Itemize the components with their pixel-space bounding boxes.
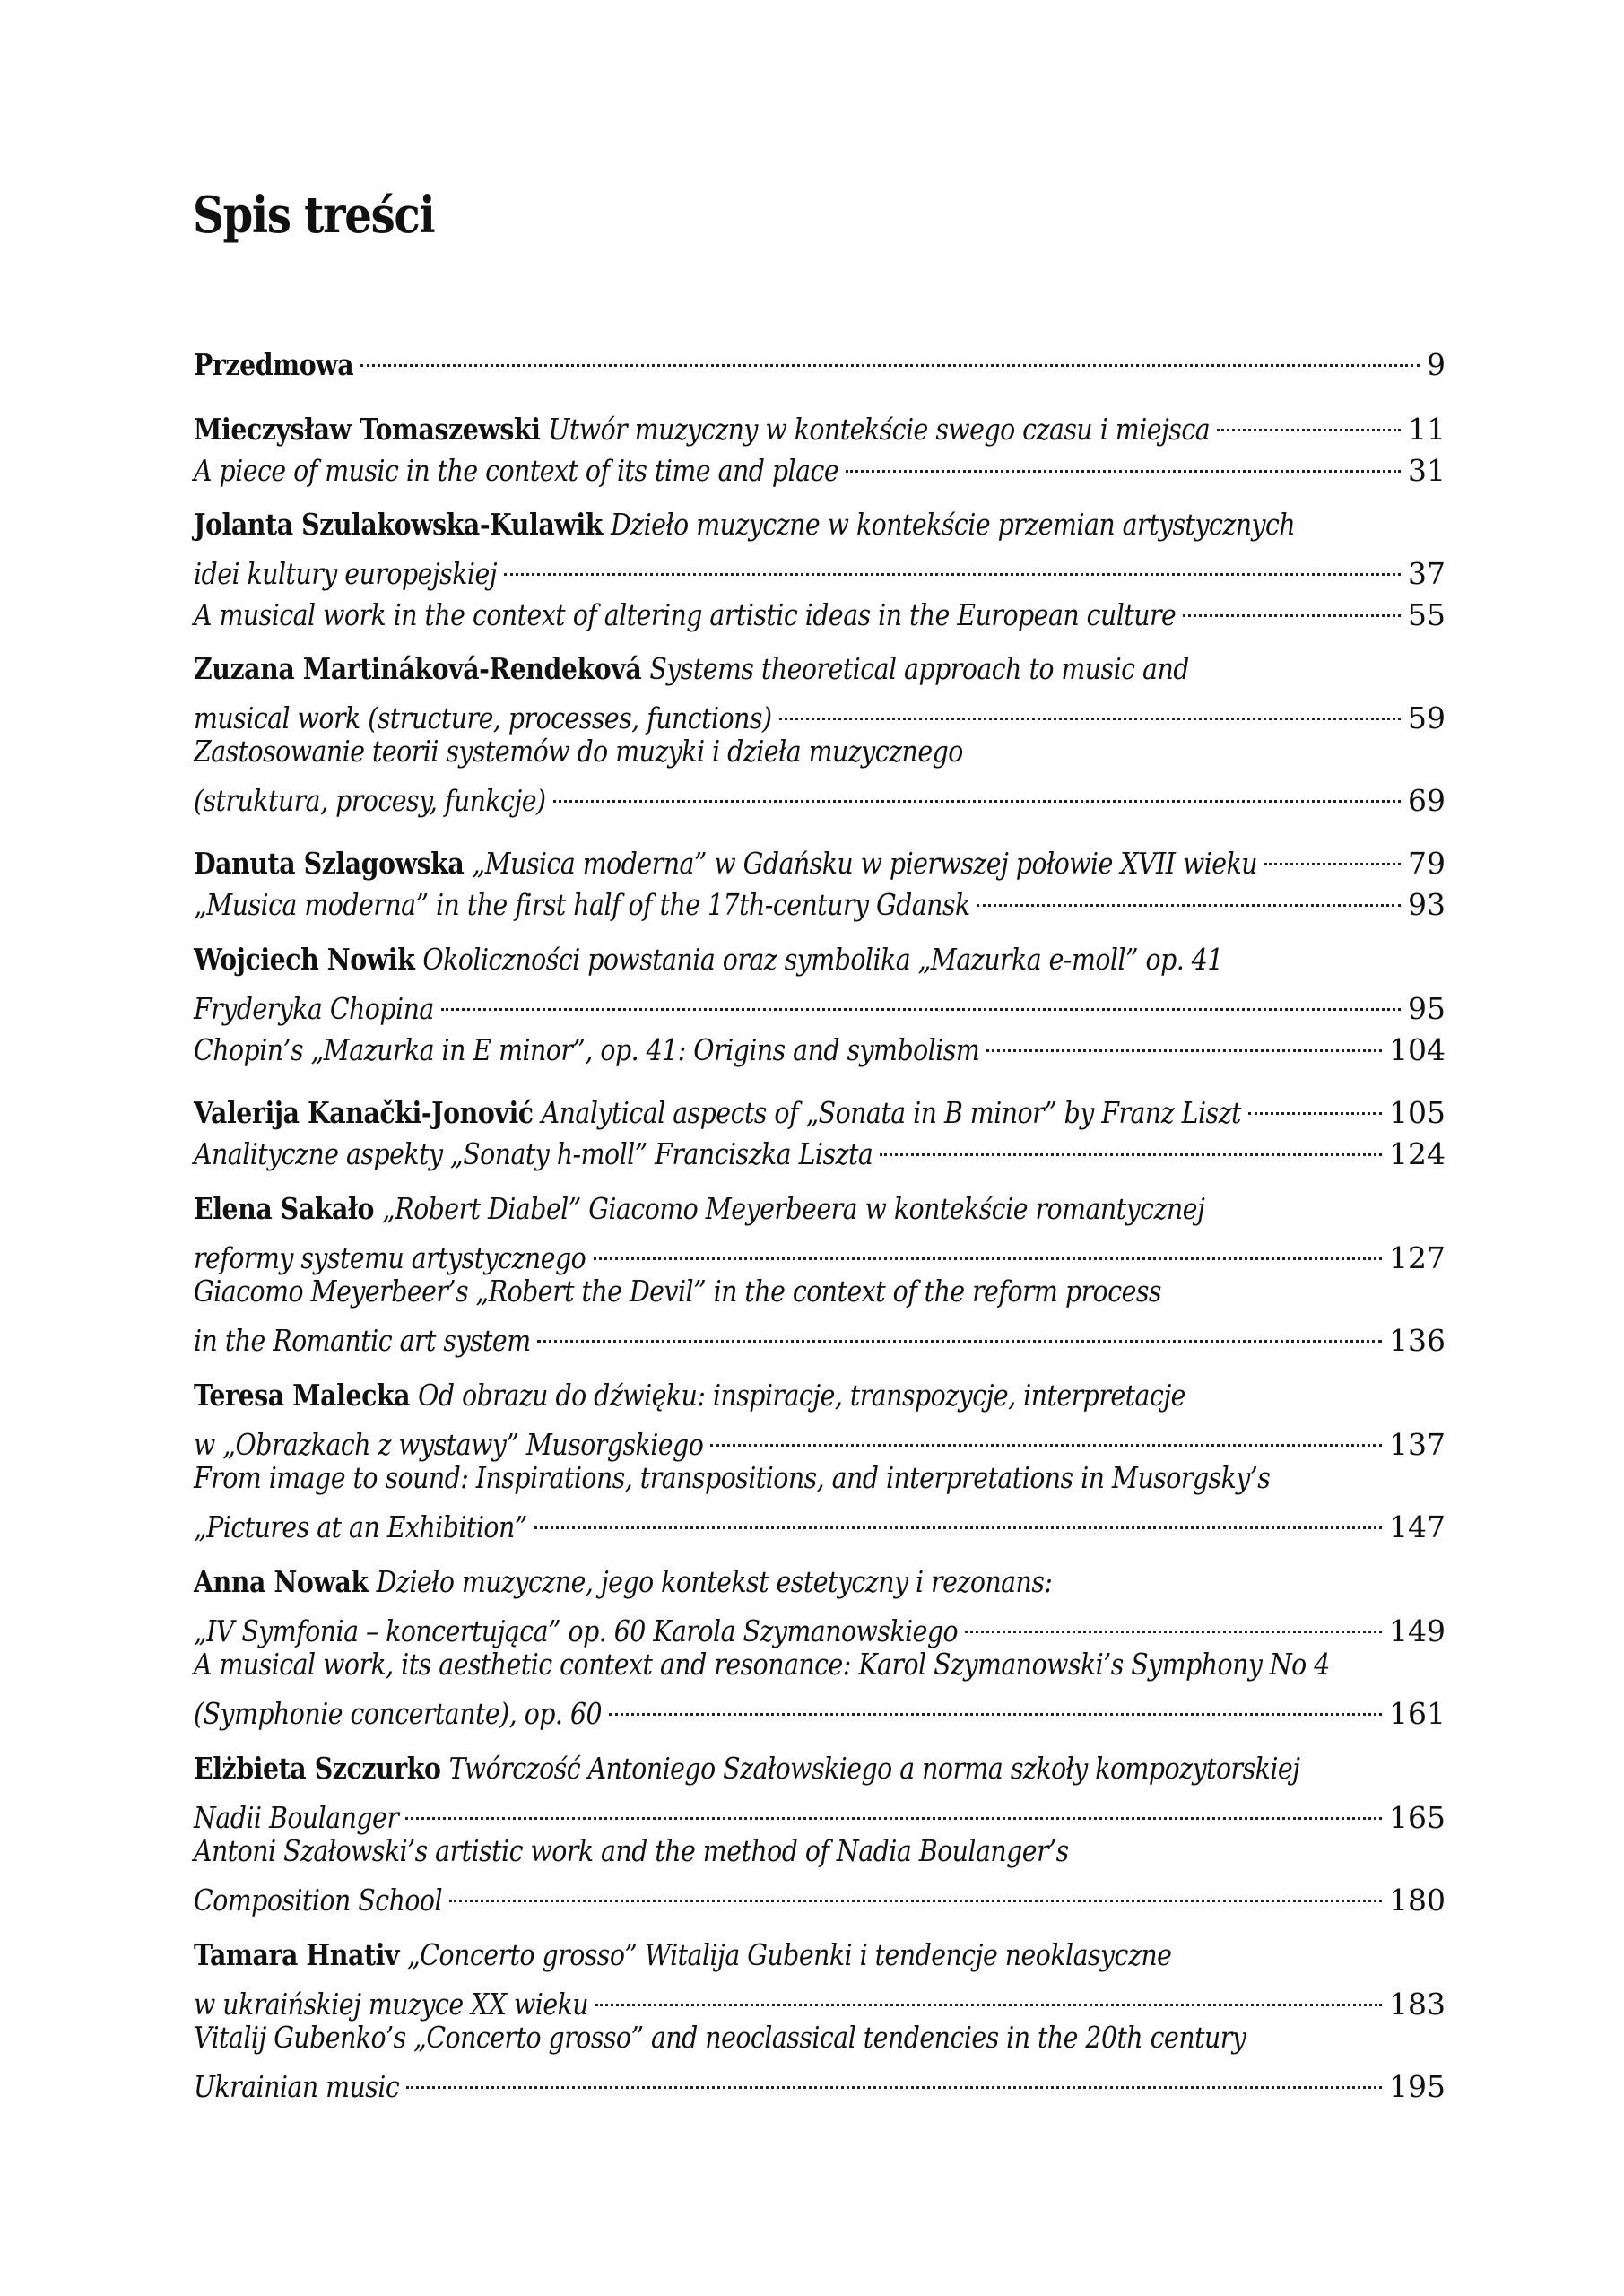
toc-line-with-page[interactable] <box>194 548 1446 591</box>
toc-line-text <box>194 1696 602 1732</box>
article-title: „IV Symfonia – koncertująca” op. 60 Karola Szymanowskiego <box>194 1613 959 1648</box>
toc-line-text <box>194 1191 1204 1227</box>
toc-line[interactable] <box>194 1564 1446 1600</box>
article-title: Okoliczności powstania oraz symbolika „Mazurka e-moll” op. 41 <box>422 942 1223 977</box>
toc-line-text <box>194 1323 531 1359</box>
toc-line-with-page[interactable] <box>194 1315 1446 1358</box>
page-number: 137 <box>1389 1427 1446 1462</box>
article-title: Od obrazu do dźwięku: inspiracje, transpozycje, interpretacje <box>418 1378 1185 1413</box>
dot-leader <box>537 1315 1382 1351</box>
author-name: Elżbieta Szczurko <box>194 1751 441 1786</box>
page-number: 11 <box>1408 412 1446 447</box>
article-title: Chopin’s „Mazurka in E minor”, op. 41: Origins and symbolism <box>194 1032 980 1067</box>
toc-line-text <box>194 734 963 770</box>
toc-line-text <box>194 1751 1299 1787</box>
author-name: Tamara Hnativ <box>194 1937 400 1972</box>
page-number: 31 <box>1408 453 1446 488</box>
toc-line-with-page[interactable] <box>194 983 1446 1026</box>
toc-line-text <box>194 1613 958 1649</box>
toc-line[interactable] <box>194 2020 1446 2056</box>
page-number: 161 <box>1389 1696 1446 1731</box>
page-title: Spis treści <box>193 186 435 245</box>
toc-line-text <box>194 1800 398 1836</box>
page-number: 69 <box>1408 783 1446 818</box>
dot-leader <box>977 879 1401 915</box>
toc-line-with-page[interactable] <box>194 404 1446 447</box>
toc-line-text <box>194 1647 1330 1683</box>
toc-line-text <box>194 347 353 383</box>
toc-line-text <box>194 1136 873 1172</box>
toc-line-text <box>194 1378 1185 1413</box>
toc-line-text <box>194 1833 1069 1869</box>
page-number: 127 <box>1389 1240 1446 1275</box>
page-number: 183 <box>1389 1987 1446 2022</box>
toc-line[interactable] <box>194 1191 1446 1227</box>
toc-line-text <box>194 846 1257 882</box>
article-title: Composition School <box>194 1883 443 1918</box>
toc-line-with-page[interactable] <box>194 1024 1446 1067</box>
dot-leader <box>1217 404 1401 439</box>
page-number: 9 <box>1427 347 1446 382</box>
article-title: A musical work in the context of altering artistic ideas in the European culture <box>194 597 1177 632</box>
toc-line-with-page[interactable] <box>194 1605 1446 1648</box>
author-name: Valerija Kanački-Jonović <box>194 1095 534 1130</box>
toc-line-with-page[interactable] <box>194 1232 1446 1275</box>
page-number: 124 <box>1389 1136 1446 1171</box>
dot-leader <box>1264 838 1401 874</box>
toc-line-with-page[interactable] <box>194 692 1446 735</box>
page-number: 147 <box>1389 1509 1446 1544</box>
page-number: 37 <box>1408 556 1446 591</box>
toc-line-text <box>194 412 1210 448</box>
toc-line-text <box>194 1240 586 1276</box>
article-title: reformy systemu artystycznego <box>194 1240 586 1275</box>
toc-line[interactable] <box>194 1647 1446 1683</box>
article-title: A musical work, its aesthetic context and resonance: Karol Szymanowski’s Symphony No 4 <box>194 1647 1330 1682</box>
toc-line-text <box>194 1883 442 1918</box>
dot-leader <box>449 1874 1382 1910</box>
article-title: „Concerto grosso” Witalija Gubenki i tendencje neoklasyczne <box>407 1937 1172 1972</box>
toc-line-with-page[interactable] <box>194 879 1446 922</box>
toc-line-with-page[interactable] <box>194 838 1446 881</box>
toc-line[interactable] <box>194 1937 1446 1973</box>
page-number: 136 <box>1389 1323 1446 1358</box>
dot-leader <box>710 1419 1382 1455</box>
toc-line-text <box>194 942 1223 978</box>
dot-leader <box>504 548 1401 584</box>
toc-line-text <box>194 597 1176 633</box>
dot-leader <box>534 1501 1382 1537</box>
toc-line[interactable] <box>194 1274 1446 1309</box>
toc-line-with-page[interactable] <box>194 1792 1446 1835</box>
article-title: „Musica moderna” in the first half of the 17th-century Gdansk <box>194 887 970 922</box>
toc-line[interactable] <box>194 1460 1446 1496</box>
dot-leader <box>880 1128 1382 1164</box>
article-title: w ukraińskiej muzyce XX wieku <box>194 1987 589 2022</box>
page-number: 93 <box>1408 887 1446 922</box>
toc-line-text <box>194 2069 399 2105</box>
article-title: Systems theoretical approach to music and <box>649 651 1189 686</box>
article-title: (struktura, procesy, funkcje) <box>194 783 546 818</box>
toc-line-with-page[interactable] <box>194 1874 1446 1918</box>
toc-line-text <box>194 1460 1270 1496</box>
article-title: Dzieło muzyczne, jego kontekst estetyczny i rezonans: <box>376 1564 1053 1599</box>
toc-line[interactable] <box>194 1378 1446 1413</box>
article-title: idei kultury europejskiej <box>194 556 498 591</box>
page-number: 59 <box>1408 700 1446 735</box>
article-title: Antoni Szałowski’s artistic work and the method of Nadia Boulanger’s <box>194 1833 1069 1868</box>
dot-leader <box>406 2061 1382 2097</box>
dot-leader <box>1248 1087 1382 1123</box>
page-number: 95 <box>1408 991 1446 1026</box>
dot-leader <box>779 692 1401 728</box>
dot-leader <box>595 1979 1382 2014</box>
toc-line-text <box>194 651 1189 687</box>
toc-line-text <box>194 887 970 923</box>
dot-leader <box>441 983 1401 1019</box>
toc-line-text <box>194 1095 1241 1131</box>
page-number: 180 <box>1389 1883 1446 1918</box>
article-title: Vitalij Gubenko’s „Concerto grosso” and neoclassical tendencies in the 20th century <box>194 2020 1246 2055</box>
author-name: Wojciech Nowik <box>194 942 415 977</box>
toc-line-text <box>194 2020 1246 2056</box>
toc-line-with-page[interactable] <box>194 2061 1446 2104</box>
page-number: 79 <box>1408 846 1446 881</box>
toc-line-text <box>194 1564 1052 1600</box>
toc-line-text <box>194 1427 703 1463</box>
toc-line-with-page[interactable] <box>194 1419 1446 1462</box>
article-title: w „Obrazkach z wystawy” Musorgskiego <box>194 1427 704 1462</box>
article-title: Zastosowanie teorii systemów do muzyki i dzieła muzycznego <box>194 734 963 769</box>
dot-leader <box>986 1024 1382 1060</box>
page-number: 55 <box>1408 597 1446 632</box>
page-number: 195 <box>1389 2069 1446 2104</box>
author-name: Elena Sakało <box>194 1191 374 1226</box>
article-title: Utwór muzyczny w kontekście swego czasu i miejsca <box>548 412 1211 447</box>
dot-leader <box>594 1232 1382 1268</box>
author-name: Anna Nowak <box>194 1564 369 1599</box>
toc-line-text <box>194 1032 979 1068</box>
article-title: in the Romantic art system <box>194 1323 531 1358</box>
toc-line-text <box>194 1274 1161 1309</box>
dot-leader <box>553 775 1401 811</box>
article-title: Nadii Boulanger <box>194 1800 399 1835</box>
article-title: Analytical aspects of „Sonata in B minor” by Franz Liszt <box>541 1095 1241 1130</box>
page-number: 104 <box>1389 1032 1446 1067</box>
toc-line-text <box>194 556 497 592</box>
toc-line-text <box>194 453 838 489</box>
article-title: Dzieło muzyczne w kontekście przemian artystycznych <box>610 507 1296 542</box>
page-number: 165 <box>1389 1800 1446 1835</box>
toc-line-with-page[interactable] <box>194 445 1446 488</box>
toc-line-with-page[interactable] <box>194 1501 1446 1544</box>
toc-line-with-page[interactable] <box>194 1128 1446 1171</box>
article-title: From image to sound: Inspirations, transpositions, and interpretations in Musorgsky’s <box>194 1460 1271 1495</box>
author-name: Teresa Malecka <box>194 1378 411 1413</box>
toc-line-text <box>194 700 772 736</box>
article-title: Analityczne aspekty „Sonaty h-moll” Franciszka Liszta <box>194 1136 873 1171</box>
article-title: „Robert Diabel” Giacomo Meyerbeera w kontekście romantycznej <box>382 1191 1205 1226</box>
toc-line-with-page[interactable] <box>194 1688 1446 1731</box>
page-number: 149 <box>1389 1613 1446 1648</box>
toc-line-text <box>194 1937 1171 1973</box>
section-title: Przedmowa <box>194 347 354 382</box>
toc-line[interactable] <box>194 1751 1446 1787</box>
toc-line-with-page[interactable] <box>194 589 1446 632</box>
toc-line-text <box>194 1509 527 1545</box>
dot-leader <box>609 1688 1382 1724</box>
toc-line-with-page[interactable] <box>194 1087 1446 1130</box>
article-title: Ukrainian music <box>194 2069 400 2104</box>
article-title: Giacomo Meyerbeer’s „Robert the Devil” in the context of the reform process <box>194 1274 1161 1309</box>
article-title: Twórczość Antoniego Szałowskiego a norma szkoły kompozytorskiej <box>448 1751 1300 1786</box>
article-title: „Pictures at an Exhibition” <box>194 1509 527 1544</box>
toc-line-text <box>194 783 546 819</box>
dot-leader <box>405 1792 1382 1828</box>
page-number: 105 <box>1389 1095 1446 1130</box>
author-name: Jolanta Szulakowska-Kulawik <box>194 507 603 542</box>
toc-line-text <box>194 507 1295 543</box>
dot-leader <box>360 339 1420 375</box>
article-title: Fryderyka Chopina <box>194 991 434 1026</box>
author-name: Zuzana Martináková-Rendeková <box>194 651 642 686</box>
toc-line-text <box>194 991 434 1027</box>
toc-line[interactable] <box>194 942 1446 978</box>
author-name: Danuta Szlagowska <box>194 846 465 881</box>
toc-line-text <box>194 1987 588 2022</box>
dot-leader <box>1183 589 1401 625</box>
toc-line-with-page[interactable] <box>194 339 1446 382</box>
toc-line-with-page[interactable] <box>194 1979 1446 2022</box>
article-title: musical work (structure, processes, functions) <box>194 700 772 735</box>
toc-line[interactable] <box>194 651 1446 687</box>
toc-line[interactable] <box>194 507 1446 543</box>
article-title: A piece of music in the context of its time and place <box>194 453 839 488</box>
toc-line-with-page[interactable] <box>194 775 1446 818</box>
author-name: Mieczysław Tomaszewski <box>194 412 541 447</box>
dot-leader <box>965 1605 1382 1641</box>
toc-line[interactable] <box>194 734 1446 770</box>
dot-leader <box>846 445 1401 481</box>
article-title: (Symphonie concertante), op. 60 <box>194 1696 603 1731</box>
toc-line[interactable] <box>194 1833 1446 1869</box>
article-title: „Musica moderna” w Gdańsku w pierwszej połowie XVII wieku <box>472 846 1258 881</box>
